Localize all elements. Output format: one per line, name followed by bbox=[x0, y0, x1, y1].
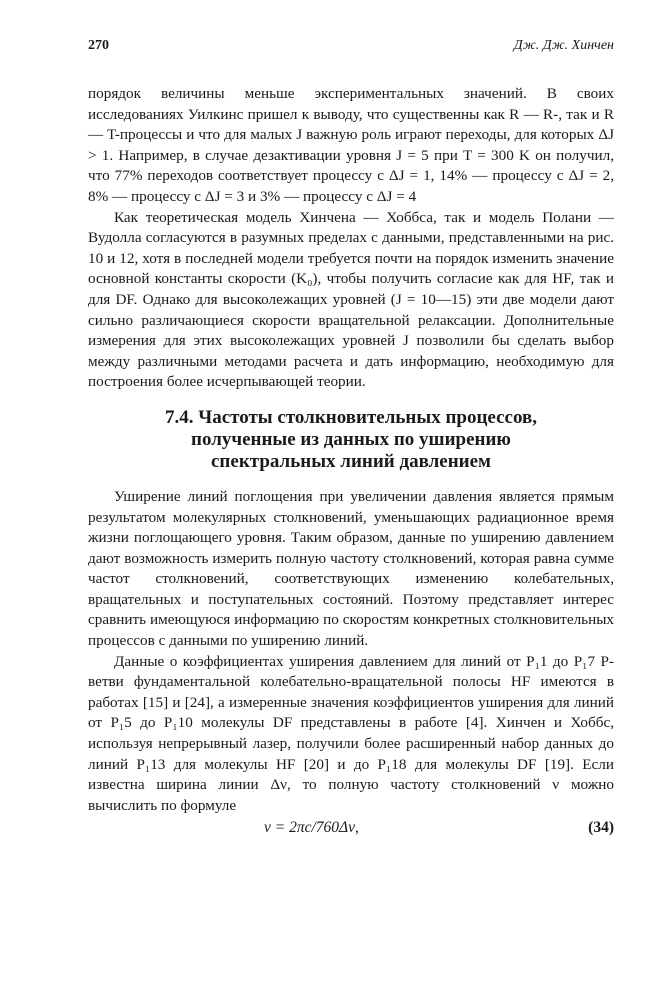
page-header bbox=[88, 38, 614, 62]
equation-expression: ν = 2πc/760Δν, bbox=[264, 819, 359, 837]
page-content bbox=[88, 38, 614, 842]
section-title-line-1: 7.4. Частоты столкновительных процессов, bbox=[165, 406, 537, 428]
running-head: Дж. Дж. Хинчен bbox=[513, 38, 614, 53]
page-number: 270 bbox=[88, 38, 109, 53]
paragraph-4: Данные о коэффициентах уширения давлением для линий от P₁1 до P₁7 P-ветви фундаментальной колебательно-вращательной полосы HF имеются в работах [15] и [24], а измеренные значения коэффициентов уширения для линий от P₁5 до P₁10 молекулы DF представлены в работе [4]. Хинчен и Хоббс, используя непрерывный лазер, получили более расширенный набор данных до линий P₁13 для молекулы HF [20] и до P₁18 для молекулы DF [19]. Если известна ширина линии Δν, то полную частоту столкновений ν можно вычислить по формуле bbox=[88, 652, 615, 814]
paragraph-3: Уширение линий поглощения при увеличении давления является прямым результатом молекулярных столкновений, уменьшающих радиационное время жизни поглощающего уровня. Таким образом, данные по уширению давлением дают возможность измерить полную частоту столкновений, которая равна сумме частот столкновений, соответствующих изменению колебательных, вращательных и поступательных состояний. Поэтому представляет интерес сравнить имеющуюся информацию по скоростям конкретных столкновительных процессов с данными по уширению линий. bbox=[88, 487, 614, 650]
section-title-line-3: спектральных линий давлением bbox=[211, 450, 491, 472]
equation-number: (34) bbox=[588, 819, 614, 837]
section-heading bbox=[88, 407, 614, 473]
equation-34 bbox=[88, 818, 614, 842]
paragraph-1: порядок величины меньше экспериментальных значений. В своих исследованиях Уилкинс пришел к выводу, что существенны как R — R-, так и R — T-процессы и что для малых J важную роль играют переходы, для которых ΔJ > 1. Например, в случае дезактивации уровня J = 5 при T = 300 K он получил, что 77% переходов соответствует процессу с ΔJ = 1, 14% — процессу с ΔJ = 2, 8% — процессу с ΔJ = 3 и 3% — процессу с ΔJ = 4 bbox=[88, 85, 614, 205]
section-title-line-2: полученные из данных по уширению bbox=[191, 428, 511, 450]
paragraph-2: Как теоретическая модель Хинчена — Хоббса, так и модель Полани — Вудолла согласуются в разумных пределах с данными, представленными на рис. 10 и 12, хотя в последней модели требуется почти на порядок изменить значение основной константы скорости (K₀), чтобы получить согласие как для HF, так и для DF. Однако для высоколежащих уровней (J = 10—15) эти две модели дают сильно различающиеся скорости вращательной релаксации. Дополнительные измерения для этих высоколежащих уровней J позволили бы сделать выбор между различными методами расчета и дать информацию, необходимую для построения более исчерпывающей теории. bbox=[88, 208, 614, 391]
